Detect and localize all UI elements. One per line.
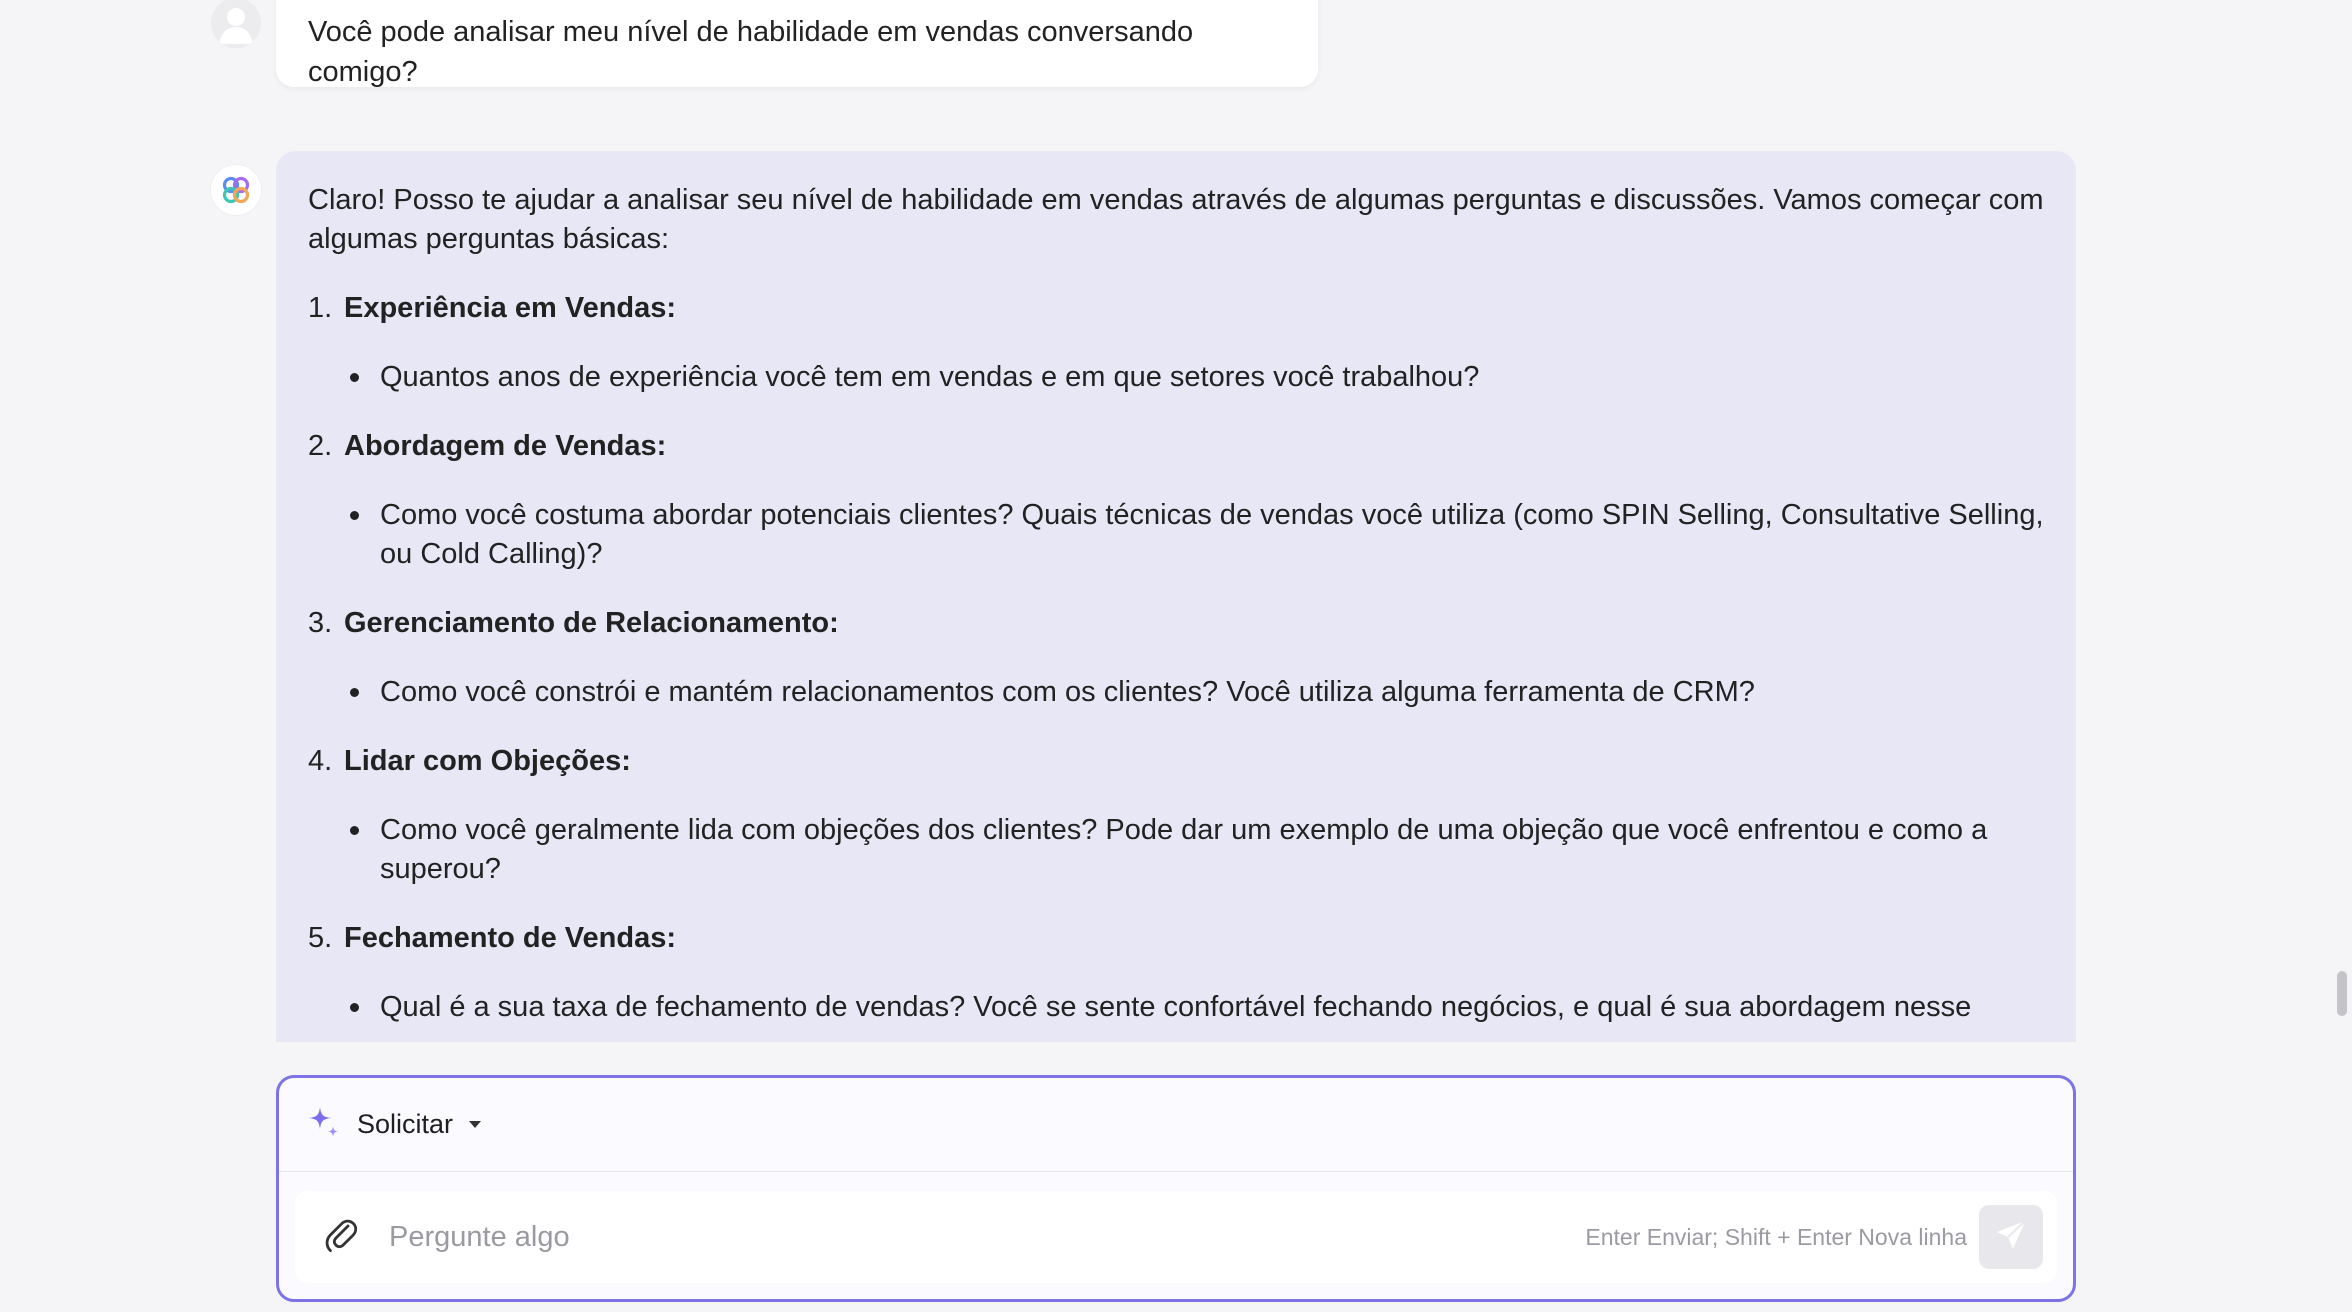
- send-button[interactable]: [1979, 1205, 2043, 1269]
- bullet-dot-icon: [344, 358, 380, 397]
- list-item-number: 1.: [308, 292, 333, 324]
- user-avatar-icon: [211, 0, 261, 48]
- user-message-text: Você pode analisar meu nível de habilidade em vendas conversando comigo?: [308, 16, 1194, 88]
- mode-dropdown[interactable]: [307, 1105, 481, 1144]
- list-item: [308, 742, 2044, 889]
- sparkle-icon: [307, 1105, 341, 1144]
- list-item-number: 5.: [308, 922, 333, 954]
- list-item: [308, 289, 2044, 397]
- composer-toolbar: [279, 1078, 2073, 1172]
- bullet-dot-icon: [344, 811, 380, 889]
- mode-label: Solicitar: [357, 1109, 454, 1139]
- list-item-number: 2.: [308, 430, 333, 462]
- caret-down-icon: [469, 1121, 481, 1128]
- assistant-message-bubble: [276, 151, 2076, 1042]
- list-item-title: Gerenciamento de Relacionamento:: [344, 607, 839, 639]
- paperclip-icon: [322, 1215, 362, 1260]
- assistant-logo-icon: [211, 165, 261, 215]
- list-item: [308, 604, 2044, 712]
- list-item-title: Experiência em Vendas:: [344, 292, 677, 324]
- list-item-question: Quantos anos de experiência você tem em vendas e em que setores você trabalhou?: [380, 361, 1480, 393]
- input-row: [295, 1191, 2057, 1283]
- list-item-bullet: [344, 358, 2044, 397]
- bullet-dot-icon: [344, 988, 380, 1027]
- list-item-question: Qual é a sua taxa de fechamento de vendas? Você se sente confortável fechando negócios, e qual é sua abordagem nesse: [380, 991, 1972, 1023]
- list-item-question: Como você costuma abordar potenciais clientes? Quais técnicas de vendas você utiliza (como SPIN Selling, Consultative Selling, ou Cold Calling)?: [380, 499, 2044, 570]
- list-item: [308, 427, 2044, 574]
- bullet-dot-icon: [344, 673, 380, 712]
- list-item-number: 3.: [308, 607, 333, 639]
- keyboard-hint: Enter Enviar; Shift + Enter Nova linha: [1585, 1223, 1967, 1250]
- list-item-bullet: [344, 496, 2044, 574]
- list-item-question: Como você geralmente lida com objeções dos clientes? Pode dar um exemplo de uma objeção que você enfrentou e como a superou?: [380, 814, 1988, 885]
- send-icon: [1994, 1218, 2028, 1257]
- assistant-intro-text: Claro! Posso te ajudar a analisar seu nível de habilidade em vendas através de algumas perguntas e discussões. Vamos começar com algumas perguntas básicas:: [308, 184, 2044, 255]
- question-list: [308, 289, 2044, 1027]
- list-item-question: Como você constrói e mantém relacionamentos com os clientes? Você utiliza alguma ferramenta de CRM?: [380, 676, 1755, 708]
- attach-button[interactable]: [319, 1214, 365, 1260]
- list-item-bullet: [344, 988, 2044, 1027]
- list-item-bullet: [344, 811, 2044, 889]
- list-item-title: Fechamento de Vendas:: [344, 922, 676, 954]
- list-item-title: Lidar com Objeções:: [344, 745, 631, 777]
- message-composer: [276, 1075, 2076, 1302]
- user-message-bubble: [276, 0, 1318, 87]
- list-item-number: 4.: [308, 745, 333, 777]
- scrollbar-thumb[interactable]: [2337, 971, 2347, 1016]
- prompt-input[interactable]: [387, 1220, 1585, 1255]
- list-item: [308, 919, 2044, 1027]
- bullet-dot-icon: [344, 496, 380, 574]
- list-item-bullet: [344, 673, 2044, 712]
- list-item-title: Abordagem de Vendas:: [344, 430, 667, 462]
